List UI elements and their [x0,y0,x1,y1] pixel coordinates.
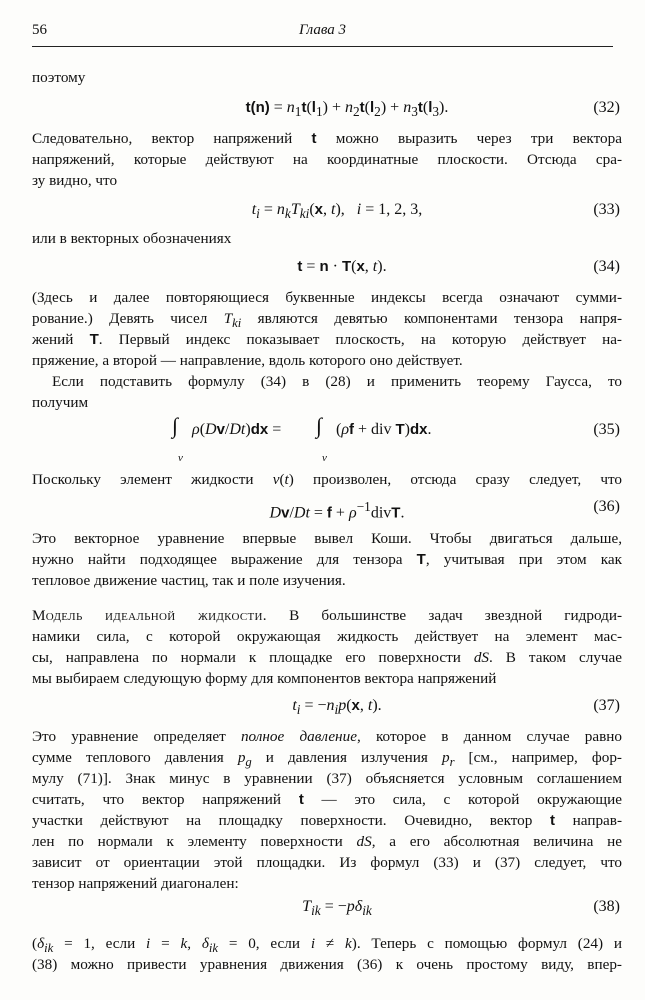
text-line: лен по нормали к элементу поверхности dS, а его абсолютная величина не [32,833,622,850]
equation-36: $Dv/Dt = f + \rho^{-1}divT$. (36) [32,495,622,519]
equation-number: (34) [593,258,620,275]
text-line: зависит от ориентации этой площадки. Из формул (33) и (37) следует, что [32,854,622,871]
equation-35: ∫ v ρ(Dv/Dt)dx = ∫ v (ρf + div T)dx. (35) [32,416,622,460]
text-line: ($\delta_{ik} = 1$, если i = k, $\delta_{ik} = 0$, если i ≠ k). Теперь с помощью формул (24) и [32,935,623,956]
equation-37: $t_i = -n_ip(x$, t). (37) [32,694,622,718]
text-line: Следовательно, вектор напряжений t можно выразить через три вектора [32,130,622,147]
text-line: напряжений, которые действуют на координатные плоскости. Отсюда сра- [32,151,622,168]
text-line: мы выбираем следующую форму для компонентов вектора напряжений [32,670,497,687]
text-line: рование.) Девять чисел $T_{ki}$ являются девятью компонентами тензора напря- [32,310,622,331]
equation-number: (35) [593,421,620,438]
text-line: или в векторных обозначениях [32,230,232,247]
text-line: Модель идеальной жидкости. В большинстве задач звездной гидроди- [32,607,623,624]
integral-limit: v [322,452,327,464]
text-line: считать, что вектор напряжений t — это сила, с которой окружающие [32,791,622,808]
text-line: Если подставить формулу (34) в (28) и применить теорему Гаусса, то [52,373,622,390]
equation-number: (32) [593,99,620,116]
text-line: сы, направлена по нормали к площадке его поверхности dS. В таком случае [32,649,622,666]
text-line: пряжение, а второй — направление, вдоль которого оно действует. [32,352,463,369]
text-line: мулу (71)]. Знак минус в уравнении (37) объясняется условным соглашением [32,770,622,787]
text-line: намики сила, с которой окружающая жидкость действует на элемент мас- [32,628,622,645]
text-line: тензор напряжений диагонален: [32,875,239,892]
integral-limit: v [178,452,183,464]
text-line: зу видно, что [32,172,118,189]
text-line: нужно найти подходящее выражение для тензора T, учитывая при этом как [32,551,623,568]
text-line: получим [32,394,89,411]
text-line: (Здесь и далее повторяющиеся буквенные индексы всегда означают сумми- [32,289,622,306]
equation-33: $t_i = n_kT_{ki}(x$, t), i = 1, 2, 3, (33) [32,198,622,222]
equation-34: t = n · T(x, t). (34) [32,255,622,279]
equation-number: (37) [593,697,620,714]
running-head: Глава 3 [298,22,347,38]
equation-number: (36) [593,498,620,515]
text-line: поэтому [32,69,86,86]
text-line: сумме теплового давления $p_g$ и давления излучения $p_r$ [см., например, фор- [32,749,622,770]
text-line: тепловое движение частиц, так и поле изучения. [32,572,346,589]
text-line: Это уравнение определяет полное давление, которое в данном случае равно [32,728,623,745]
text-line: участки действуют на площадку поверхности. Очевидно, вектор t направ- [32,812,623,829]
equation-32: $t(n) = n_1t(l_1) + n_2t(l_2) + n_3t(l_3)$. (32) [32,96,622,120]
page-number: 56 [32,22,47,38]
equation-number: (33) [593,201,620,218]
text-line: жений T. Первый индекс показывает плоскость, на которую действует на- [32,331,622,348]
text-line: Поскольку элемент жидкости v(t) произволен, отсюда сразу следует, что [32,471,622,488]
header-rule [32,46,613,47]
page-header [32,22,613,42]
text-line: Это векторное уравнение впервые вывел Коши. Чтобы двигаться дальше, [32,530,622,547]
equation-38: $T_{ik} = -p\delta_{ik}$ (38) [32,895,622,919]
text-line: (38) можно привести уравнения движения (36) к очень простому виду, впер- [32,956,622,973]
equation-number: (38) [593,898,620,915]
